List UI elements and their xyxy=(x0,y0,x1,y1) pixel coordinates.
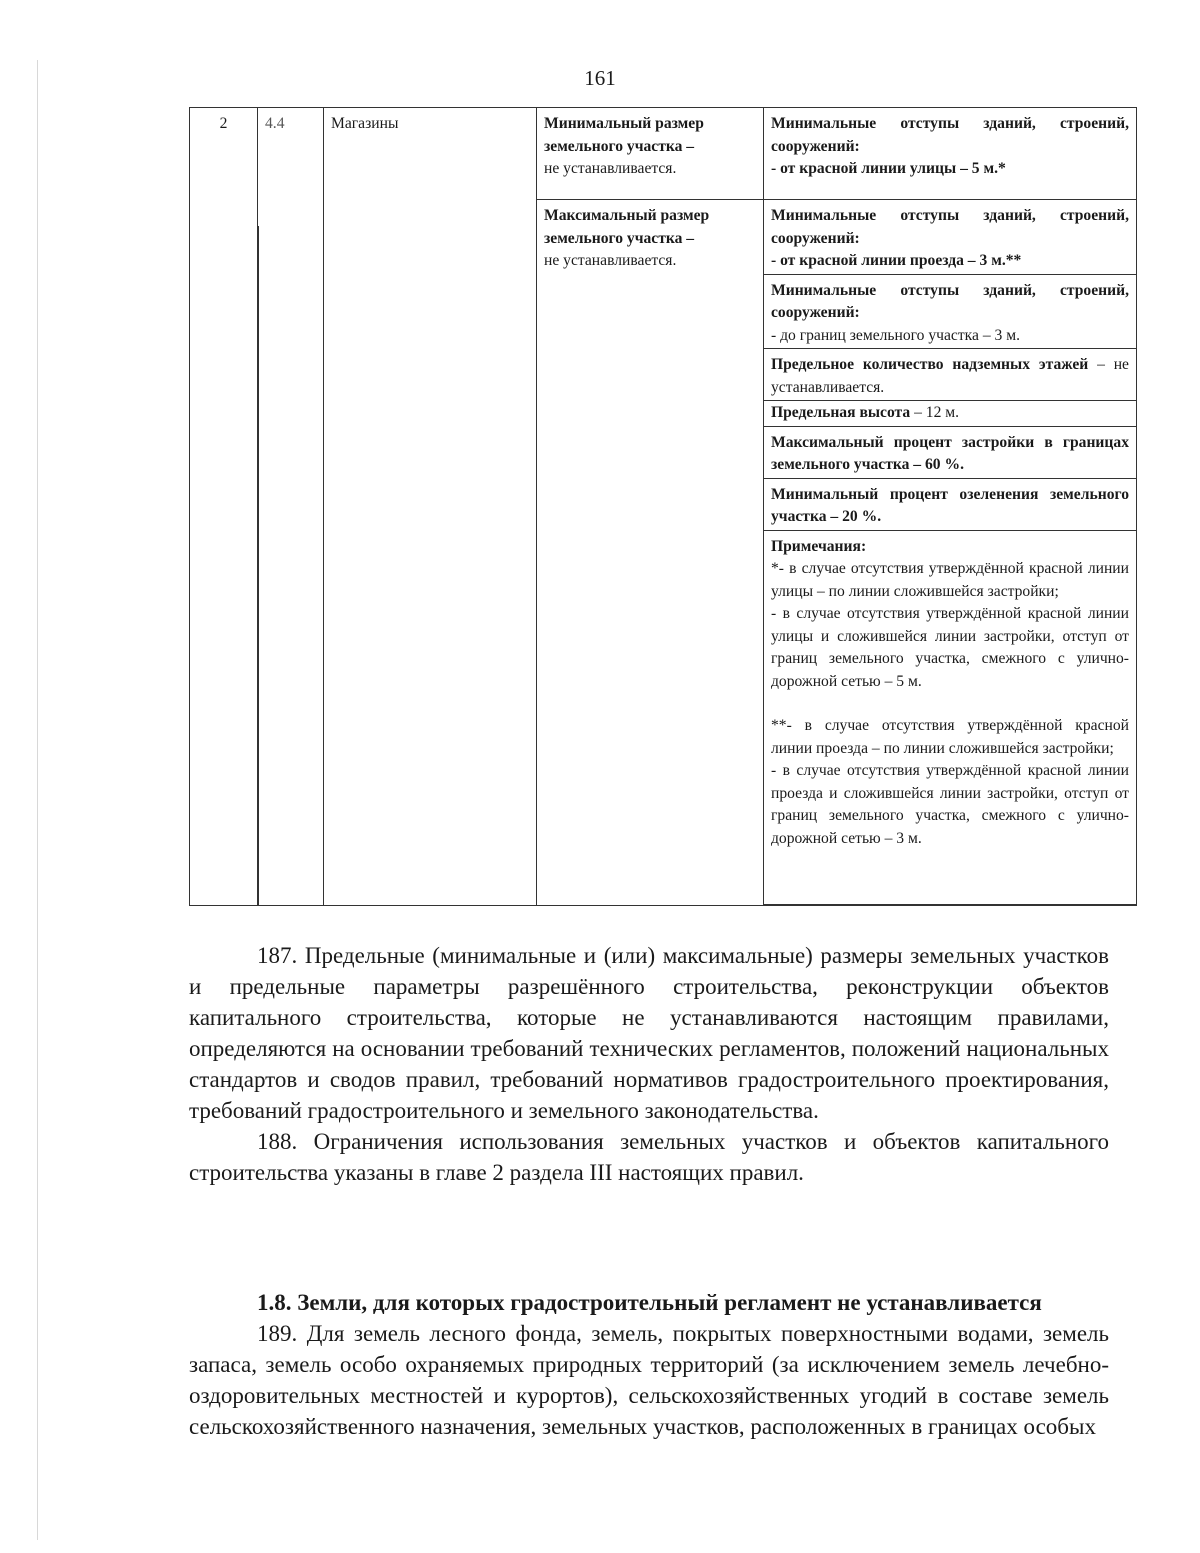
param-text: - от красной линии проезда – 3 м.** xyxy=(771,252,1022,269)
param-text: - до границ земельного участка – 3 м. xyxy=(771,326,1020,344)
paragraph-189: 189. Для земель лесного фонда, земель, покрытых поверхностными водами, земель запаса, земель особо охраняемых природных территорий (за исключением земель лечебно-оздоровительных местностей и курортов), сельскохозяйственных угодий в составе земель сельскохозяйственного назначения, земельных участков, расположенных в границах особых xyxy=(189,1321,1109,1439)
param-setback-boundary xyxy=(764,274,1137,349)
paragraph-187: 187. Предельные (минимальные и (или) максимальные) размеры земельных участков и предельные параметры разрешённого строительства, реконструкции объектов капитального строительства, которые не устанавливаются настоящим правилами, определяются на основании требований технических регламентов, положений национальных стандартов и сводов правил, требований нормативов градостроительного проектирования, требований градостроительного и земельного законодательства. xyxy=(189,943,1109,1123)
param-title: Минимальные отступы зданий, строений, сооружений: xyxy=(771,281,1129,321)
param-greening: Минимальный процент озеленения земельного участка – 20 %. xyxy=(764,478,1137,530)
max-size-label: Максимальный размер земельного участка – xyxy=(544,207,710,247)
section-heading: 1.8. Земли, для которых градостроительный регламент не устанавливается xyxy=(257,1290,1042,1315)
param-setback-driveway xyxy=(764,200,1137,275)
note-4: - в случае отсутствия утверждённой красной линии проезда и сложившейся линии застройки, отступ от границ земельного участка, смежного с улично-дорожной сетью – 3 м. xyxy=(771,762,1129,847)
param-height xyxy=(764,401,1137,427)
activity-name: Магазины xyxy=(331,115,399,132)
regulations-table xyxy=(189,107,1137,906)
table-inner-rule xyxy=(258,226,259,906)
param-setback-street xyxy=(764,108,1137,200)
activity-code: 4.4 xyxy=(265,115,285,132)
param-building-coverage: Максимальный процент застройки в границах земельного участка – 60 %. xyxy=(764,426,1137,478)
note-2: - в случае отсутствия утверждённой красной линии улицы и сложившейся линии застройки, отступ от границ земельного участка, смежного с улично-дорожной сетью – 5 м. xyxy=(771,605,1129,690)
note-3: **- в случае отсутствия утверждённой красной линии проезда – по линии сложившейся застройки; xyxy=(771,717,1129,757)
paragraph-188: 188. Ограничения использования земельных участков и объектов капитального строительства указаны в главе 2 раздела III настоящих правил. xyxy=(189,1129,1109,1185)
page-number: 161 xyxy=(584,66,616,90)
row-number: 2 xyxy=(219,115,228,132)
scan-margin-line xyxy=(37,60,38,1540)
min-size-label: Минимальный размер земельного участка – xyxy=(544,115,704,155)
max-size-value: не устанавливается. xyxy=(544,252,677,269)
min-size-value: не устанавливается. xyxy=(544,160,677,177)
param-floors xyxy=(764,349,1137,401)
param-title: Минимальные отступы зданий, строений, сооружений: xyxy=(771,115,1129,155)
min-size-cell xyxy=(537,108,764,200)
max-size-cell xyxy=(537,200,764,906)
param-title: Минимальные отступы зданий, строений, сооружений: xyxy=(771,207,1129,247)
param-text: – 12 м. xyxy=(910,404,960,421)
param-title: Предельная высота xyxy=(771,404,911,421)
activity-name-cell xyxy=(324,108,537,906)
row-number-cell xyxy=(190,108,258,906)
section-block xyxy=(189,1287,1109,1442)
note-1: *- в случае отсутствия утверждённой красной линии улицы – по линии сложившейся застройки; xyxy=(771,560,1129,600)
notes-title: Примечания: xyxy=(771,537,867,555)
param-text: - от красной линии улицы – 5 м.* xyxy=(771,160,1006,177)
activity-code-cell xyxy=(258,108,324,906)
body-text-block xyxy=(189,940,1109,1188)
notes-cell xyxy=(764,530,1137,905)
param-text: – не устанавливается. xyxy=(771,356,1129,396)
param-title: Предельное количество надземных этажей xyxy=(771,356,1089,373)
